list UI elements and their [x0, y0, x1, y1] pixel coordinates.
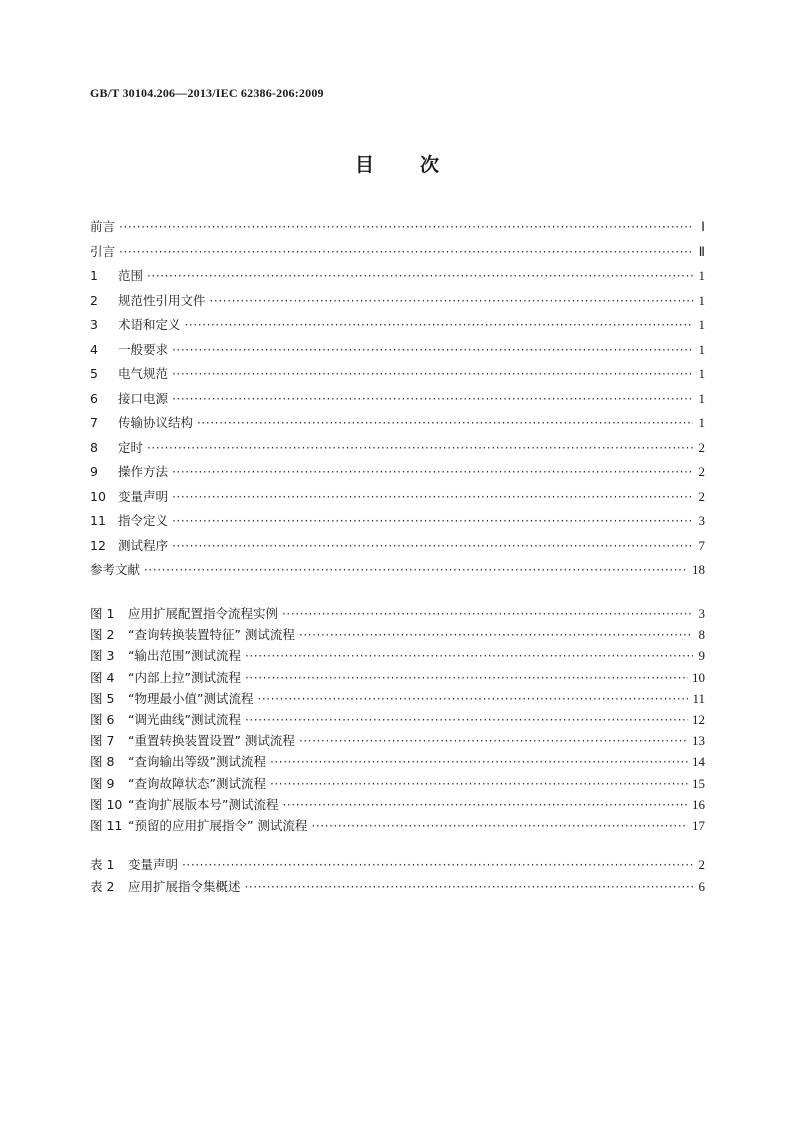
leader-dots: [172, 536, 693, 556]
table-title: 变量声明: [128, 857, 179, 872]
leader-dots: [299, 625, 693, 645]
section-entry[interactable]: [90, 487, 705, 507]
section-title: 电气规范: [118, 366, 169, 381]
page-number: 1: [698, 366, 705, 381]
section-number: 7: [90, 415, 98, 430]
page-number: 2: [698, 488, 705, 504]
table-entry[interactable]: [90, 855, 705, 875]
leader-dots: [245, 877, 693, 897]
leader-dots: [172, 462, 693, 482]
section-title: 引言: [90, 243, 116, 259]
figure-title: “输出范围”测试流程: [128, 648, 241, 664]
table-title: 应用扩展指令集概述: [128, 878, 241, 894]
page-number: 12: [692, 712, 705, 727]
section-entry[interactable]: [90, 389, 705, 409]
section-entry[interactable]: [90, 462, 705, 482]
leader-dots: [172, 364, 693, 384]
page-number: 2: [698, 857, 705, 872]
figure-title: “查询扩展版本号”测试流程: [128, 796, 279, 812]
section-entry[interactable]: [90, 315, 705, 335]
figure-title: “查询输出等级”测试流程: [128, 754, 266, 770]
figure-entry[interactable]: [90, 625, 705, 645]
figure-number: 图 3: [90, 648, 115, 664]
section-entry[interactable]: [90, 291, 705, 311]
leader-dots: [144, 560, 688, 580]
figure-title: “重置转换装置设置” 测试流程: [128, 733, 295, 749]
section-title: 测试程序: [118, 537, 169, 553]
page-number: Ⅰ: [701, 219, 705, 234]
section-number: 4: [90, 341, 98, 357]
page-number: 2: [698, 439, 705, 455]
figure-entry[interactable]: [90, 752, 705, 772]
section-number: 3: [90, 317, 98, 332]
section-entry[interactable]: [90, 560, 705, 580]
figure-entry[interactable]: [90, 816, 705, 836]
section-entry[interactable]: [90, 511, 705, 531]
figure-entry[interactable]: [90, 689, 705, 709]
section-number: 5: [90, 366, 98, 381]
page-number: 9: [698, 648, 705, 664]
section-title: 前言: [90, 219, 116, 234]
leader-dots: [147, 438, 693, 458]
page-number: 11: [692, 690, 705, 706]
page-number: 13: [692, 733, 705, 749]
page-number: 16: [692, 796, 705, 812]
leader-dots: [257, 689, 688, 709]
title-char-right: 次: [420, 154, 440, 176]
section-entry[interactable]: [90, 413, 705, 433]
leader-dots: [182, 855, 693, 875]
figure-title: “内部上拉”测试流程: [128, 669, 241, 685]
figure-entry[interactable]: [90, 668, 705, 688]
section-number: 8: [90, 439, 98, 455]
page-title: [0, 150, 794, 177]
page-number: 1: [698, 390, 705, 406]
page-number: 7: [698, 537, 705, 553]
figure-entry[interactable]: [90, 731, 705, 751]
page-number: 3: [698, 513, 705, 528]
page-number: 1: [698, 268, 705, 283]
section-title: 传输协议结构: [118, 415, 194, 430]
leader-dots: [172, 340, 693, 360]
figure-title: “查询故障状态”测试流程: [128, 775, 266, 791]
leader-dots: [119, 217, 693, 237]
page-number: 15: [692, 775, 705, 791]
page-number: 1: [698, 341, 705, 357]
figure-number: 图 10: [90, 796, 123, 812]
section-title: 一般要求: [118, 341, 169, 357]
figure-title: “物理最小值”测试流程: [128, 690, 254, 706]
title-char-left: 目: [354, 154, 374, 176]
section-entry[interactable]: [90, 364, 705, 384]
figure-entry[interactable]: [90, 604, 705, 624]
leader-dots: [311, 816, 688, 836]
section-title: 变量声明: [118, 488, 169, 504]
section-number: 11: [90, 513, 106, 528]
page-number: 18: [692, 562, 705, 577]
leader-dots: [197, 413, 693, 433]
section-number: 1: [90, 268, 98, 283]
section-title: 术语和定义: [118, 317, 181, 332]
section-title: 指令定义: [118, 513, 169, 528]
leader-dots: [245, 710, 688, 730]
leader-dots: [245, 646, 693, 666]
page-number: 17: [692, 818, 705, 833]
leader-dots: [299, 731, 688, 751]
leader-dots: [270, 774, 688, 794]
leader-dots: [147, 266, 693, 286]
figure-title: 应用扩展配置指令流程实例: [128, 606, 279, 621]
table-number: 表 1: [90, 857, 115, 872]
leader-dots: [282, 795, 688, 815]
section-title: 参考文献: [90, 562, 141, 577]
section-number: 9: [90, 464, 98, 479]
section-title: 规范性引用文件: [118, 292, 206, 308]
section-title: 操作方法: [118, 464, 169, 479]
section-entry[interactable]: [90, 242, 705, 262]
standard-number-header: GB/T 30104.206—2013/IEC 62386-206:2009: [90, 86, 324, 100]
leader-dots: [185, 315, 693, 335]
figure-entry[interactable]: [90, 795, 705, 815]
table-entry[interactable]: [90, 877, 705, 897]
section-title: 范围: [118, 268, 144, 283]
figure-number: 图 9: [90, 775, 115, 791]
section-entry[interactable]: [90, 340, 705, 360]
figure-number: 图 7: [90, 733, 115, 749]
page-number: 1: [698, 292, 705, 308]
figure-number: 图 8: [90, 754, 115, 770]
section-entry[interactable]: [90, 217, 705, 237]
figure-entry[interactable]: [90, 774, 705, 794]
page-number: 14: [692, 754, 705, 770]
section-entry[interactable]: [90, 536, 705, 556]
leader-dots: [172, 389, 693, 409]
leader-dots: [210, 291, 693, 311]
section-number: 10: [90, 488, 106, 504]
section-entry[interactable]: [90, 438, 705, 458]
leader-dots: [172, 511, 693, 531]
figure-title: “查询转换装置特征” 测试流程: [128, 627, 295, 643]
figure-entry[interactable]: [90, 646, 705, 666]
leader-dots: [282, 604, 693, 624]
figure-number: 图 11: [90, 818, 123, 833]
leader-dots: [119, 242, 693, 262]
figure-number: 图 6: [90, 712, 115, 727]
page-number: 10: [692, 669, 705, 685]
page-number: Ⅱ: [698, 243, 705, 259]
page-number: 2: [698, 464, 705, 479]
figure-number: 图 5: [90, 690, 115, 706]
section-number: 6: [90, 390, 98, 406]
section-entry[interactable]: [90, 266, 705, 286]
page-number: 6: [698, 878, 705, 894]
leader-dots: [270, 752, 688, 772]
page-number: 1: [698, 415, 705, 430]
leader-dots: [172, 487, 693, 507]
figure-title: “调光曲线”测试流程: [128, 712, 241, 727]
section-title: 接口电源: [118, 390, 169, 406]
section-title: 定时: [118, 439, 144, 455]
page-number: 3: [698, 606, 705, 621]
table-number: 表 2: [90, 878, 115, 894]
figure-entry[interactable]: [90, 710, 705, 730]
figure-title: “预留的应用扩展指令” 测试流程: [128, 818, 308, 833]
section-number: 2: [90, 292, 98, 308]
page-number: 1: [698, 317, 705, 332]
page-number: 8: [698, 627, 705, 643]
figure-number: 图 4: [90, 669, 115, 685]
figure-number: 图 2: [90, 627, 115, 643]
figure-number: 图 1: [90, 606, 115, 621]
section-number: 12: [90, 537, 106, 553]
leader-dots: [245, 668, 688, 688]
